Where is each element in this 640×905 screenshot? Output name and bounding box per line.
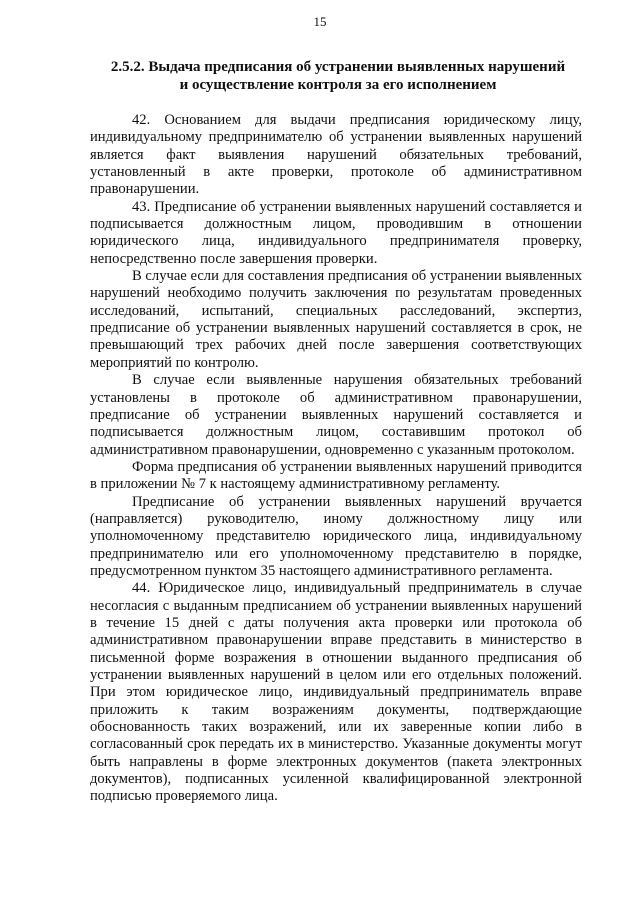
paragraph-43-expertise: В случае если для составления предписания об устранении выявленных нарушений необходимо получить заключения по результатам проведенных исследований, испытаний, специальных расследований, экспертиз, предписание об устранении выявленных нарушений составляется в срок, не превышающий трех рабочих дней после завершения соответствующих мероприятий по контролю. [90, 268, 582, 371]
paragraph-43-protocol: В случае если выявленные нарушения обязательных требований установлены в протоколе об административном правонарушении, предписание об устранении выявленных нарушений составляется и подписывается должностным лицом, составившим протокол об административном правонарушении, одновременно с указанным протоколом. [90, 372, 582, 458]
paragraph-43: 43. Предписание об устранении выявленных нарушений составляется и подписывается должностным лицом, проводившим в отношении юридического лица, индивидуального предпринимателя проверку, непосредственно после завершения проверки. [90, 198, 582, 267]
document-body [90, 112, 582, 806]
section-heading-line-1: 2.5.2. Выдача предписания об устранении выявленных нарушений [110, 59, 566, 75]
paragraph-43-form: Форма предписания об устранении выявленных нарушений приводится в приложении № 7 к настоящему административному регламенту. [90, 458, 582, 493]
paragraph-44: 44. Юридическое лицо, индивидуальный предприниматель в случае несогласия с выданным предписанием об устранении выявленных нарушений в течение 15 дней с даты получения акта проверки или протокола об административном правонарушении вправе представить в министерство в письменной форме возражения в отношении выданного предписания об устранении выявленных нарушений в целом или его отдельных положений. При этом юридическое лицо, индивидуальный предприниматель вправе приложить к таким возражениям документы, подтверждающие обоснованность таких возражений, или их заверенные копии либо в согласованный срок передать их в министерство. Указанные документы могут быть направлены в форме электронных документов (пакета электронных документов), подписанных усиленной квалифицированной электронной подписью проверяемого лица. [90, 580, 582, 805]
section-heading [94, 58, 582, 94]
section-heading-line-2: и осуществление контроля за его исполнением [179, 77, 497, 93]
page-number: 15 [313, 14, 327, 29]
paragraph-42: 42. Основанием для выдачи предписания юридическому лицу, индивидуальному предпринимателю об устранении выявленных нарушений является факт выявления нарушений обязательных требований, установленный в акте проверки, протоколе об административном правонарушении. [90, 112, 582, 198]
paragraph-43-delivery: Предписание об устранении выявленных нарушений вручается (направляется) руководителю, иному должностному лицу или уполномоченному представителю юридического лица, индивидуальному предпринимателю или его уполномоченному представителю в порядке, предусмотренном пунктом 35 настоящего административного регламента. [90, 493, 582, 579]
